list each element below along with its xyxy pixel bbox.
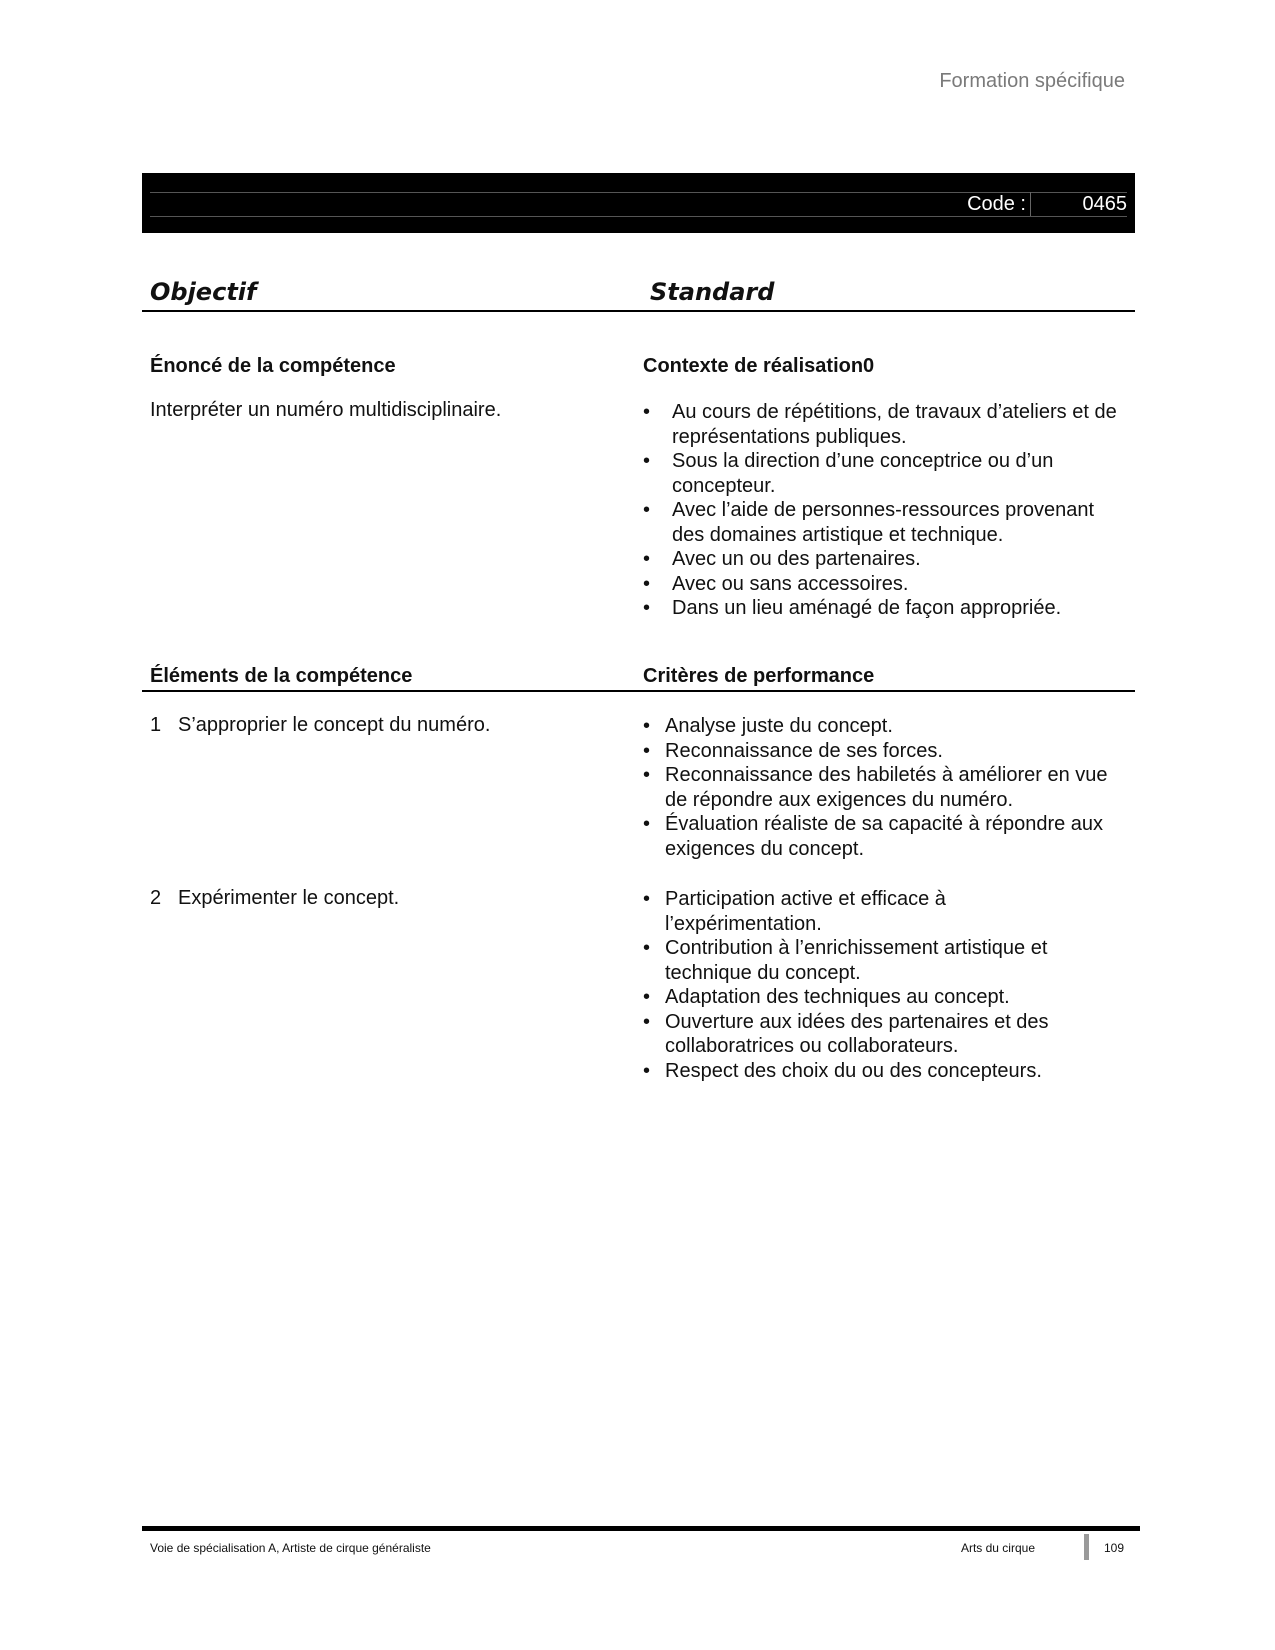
bullet: • — [643, 548, 651, 570]
enonce-heading: Énoncé de la compétence — [150, 355, 396, 377]
standard-title: Standard — [650, 278, 775, 306]
element-number: 1 — [150, 714, 162, 736]
criteres-heading: Critères de performance — [643, 665, 875, 687]
list-item: • Ouverture aux idées des partenaires et des collaboratrices ou collaborateurs. — [643, 1010, 1049, 1057]
bullet: • — [643, 813, 651, 835]
element-number: 2 — [150, 887, 162, 909]
list-item: • Dans un lieu aménagé de façon appropriée. — [643, 597, 1062, 619]
section-header: Formation spécifique — [939, 70, 1125, 92]
bullet: • — [643, 1059, 651, 1082]
footer-domain: Arts du cirque — [960, 1541, 1035, 1555]
code-value: 0465 — [1082, 193, 1127, 215]
list-item: • Analyse juste du concept. — [643, 715, 893, 737]
footer-program-title: Voie de spécialisation A, Artiste de cirque généraliste — [150, 1541, 431, 1555]
objectif-title: Objectif — [150, 278, 257, 306]
page-number: 109 — [1104, 1541, 1125, 1555]
criteres-list-2 — [643, 887, 1098, 1083]
list-item: • Avec un ou des partenaires. — [643, 548, 921, 570]
elements-heading: Éléments de la compétence — [150, 665, 413, 687]
element-item-1 — [150, 714, 490, 737]
list-item: • Respect des choix du ou des concepteurs. — [643, 1059, 1042, 1082]
list-item: • Avec ou sans accessoires. — [643, 572, 909, 595]
bullet: • — [643, 401, 651, 423]
list-item: • Au cours de répétitions, de travaux d’ateliers et de représentations publiques. — [643, 401, 1117, 448]
element-text: Expérimenter le concept. — [178, 887, 400, 909]
code-bar-rule-bottom — [150, 216, 1127, 217]
bullet: • — [643, 764, 651, 786]
list-item: • Adaptation des techniques au concept. — [643, 986, 1010, 1008]
contexte-heading: Contexte de réalisation0 — [643, 355, 875, 377]
bullet: • — [643, 499, 651, 521]
bullet: • — [643, 572, 651, 595]
bullet: • — [643, 715, 651, 737]
list-item: • Sous la direction d’une conceptrice ou d’un concepteur. — [643, 450, 1054, 497]
bullet: • — [643, 739, 651, 762]
bullet: • — [643, 888, 651, 910]
title-rule — [142, 310, 1135, 312]
list-item: • Évaluation réaliste de sa capacité à répondre aux exigences du concept. — [643, 813, 1104, 860]
footer-separator — [1084, 1534, 1089, 1560]
code-bar — [142, 173, 1135, 233]
section-rule — [142, 690, 1135, 692]
bullet: • — [643, 986, 651, 1008]
list-item: • Avec l’aide de personnes-ressources provenant des domaines artistique et technique. — [643, 499, 1095, 546]
element-text: S’approprier le concept du numéro. — [178, 714, 491, 736]
list-item: • Reconnaissance des habiletés à améliorer en vue de répondre aux exigences du numéro. — [643, 764, 1108, 811]
code-label: Code : — [957, 192, 1031, 216]
criteres-list-1 — [643, 714, 1135, 861]
element-item-2 — [150, 887, 399, 910]
list-item: • Contribution à l’enrichissement artistique et technique du concept. — [643, 937, 1048, 984]
bullet: • — [643, 597, 651, 619]
bullet: • — [643, 1010, 651, 1033]
list-item: • Reconnaissance de ses forces. — [643, 739, 943, 762]
contexte-list — [643, 400, 1123, 621]
bullet: • — [643, 937, 651, 959]
bullet: • — [643, 450, 651, 472]
enonce-text: Interpréter un numéro multidisciplinaire. — [150, 399, 502, 421]
list-item: • Participation active et efficace à l’expérimentation. — [643, 888, 946, 935]
footer-rule — [142, 1526, 1140, 1531]
